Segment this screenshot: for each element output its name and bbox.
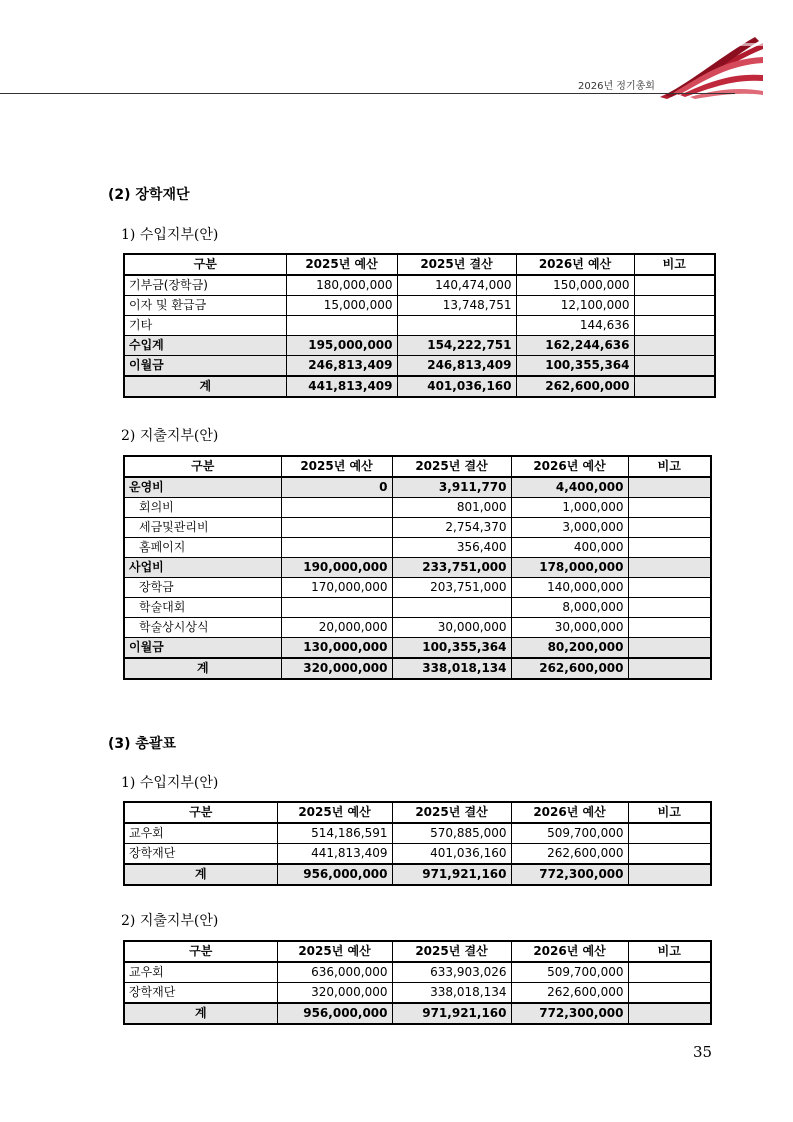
amount-cell: 636,000,000 — [277, 962, 392, 983]
row-label: 운영비 — [124, 477, 281, 498]
amount-cell: 633,903,026 — [392, 962, 511, 983]
amount-cell: 195,000,000 — [286, 336, 397, 356]
table-row — [124, 658, 711, 679]
note-cell — [628, 983, 711, 1004]
column-header: 2025년 예산 — [286, 254, 397, 275]
amount-cell: 150,000,000 — [516, 275, 634, 296]
amount-cell: 956,000,000 — [277, 1003, 392, 1024]
row-label: 세금및관리비 — [124, 518, 281, 538]
table-row — [124, 823, 711, 844]
summary-expense-table — [123, 940, 712, 1025]
amount-cell: 956,000,000 — [277, 864, 392, 885]
table-row — [124, 844, 711, 865]
amount-cell: 2,754,370 — [392, 518, 511, 538]
note-cell — [628, 638, 711, 659]
scholarship-income-table — [123, 253, 716, 398]
column-header: 2025년 결산 — [392, 802, 511, 823]
column-header: 2025년 결산 — [392, 941, 511, 962]
table-header-row — [124, 254, 715, 275]
header-swoosh-graphic — [655, 35, 765, 105]
amount-cell: 3,911,770 — [392, 477, 511, 498]
column-header: 2025년 예산 — [277, 941, 392, 962]
column-header: 2026년 예산 — [511, 941, 628, 962]
amount-cell: 0 — [281, 477, 392, 498]
note-cell — [628, 477, 711, 498]
amount-cell: 262,600,000 — [511, 658, 628, 679]
amount-cell: 8,000,000 — [511, 598, 628, 618]
note-cell — [628, 962, 711, 983]
amount-cell: 401,036,160 — [397, 376, 516, 397]
note-cell — [634, 296, 715, 316]
table-row — [124, 538, 711, 558]
note-cell — [634, 316, 715, 336]
row-label: 계 — [124, 376, 286, 397]
header-title: 2026년 정기총회 — [578, 81, 655, 92]
amount-cell: 1,000,000 — [511, 498, 628, 518]
row-label: 계 — [124, 658, 281, 679]
amount-cell: 4,400,000 — [511, 477, 628, 498]
amount-cell — [397, 316, 516, 336]
amount-cell: 971,921,160 — [392, 1003, 511, 1024]
column-header: 2025년 예산 — [277, 802, 392, 823]
table-row — [124, 1003, 711, 1024]
subsection-title-scholarship-income: 1) 수입지부(안) — [121, 227, 219, 243]
amount-cell: 233,751,000 — [392, 558, 511, 578]
amount-cell: 338,018,134 — [392, 658, 511, 679]
table-row — [124, 498, 711, 518]
row-label: 교우회 — [124, 962, 277, 983]
amount-cell: 190,000,000 — [281, 558, 392, 578]
note-cell — [634, 336, 715, 356]
amount-cell: 80,200,000 — [511, 638, 628, 659]
table-row — [124, 598, 711, 618]
row-label: 홈페이지 — [124, 538, 281, 558]
amount-cell: 203,751,000 — [392, 578, 511, 598]
section-title-scholarship: (2) 장학재단 — [108, 187, 190, 203]
amount-cell: 154,222,751 — [397, 336, 516, 356]
table-row — [124, 983, 711, 1004]
column-header: 2026년 예산 — [516, 254, 634, 275]
note-cell — [628, 864, 711, 885]
table-row — [124, 477, 711, 498]
note-cell — [628, 823, 711, 844]
column-header: 비고 — [628, 802, 711, 823]
header-divider — [0, 93, 735, 94]
table-header-row — [124, 941, 711, 962]
row-label: 교우회 — [124, 823, 277, 844]
amount-cell: 509,700,000 — [511, 962, 628, 983]
amount-cell: 509,700,000 — [511, 823, 628, 844]
amount-cell: 144,636 — [516, 316, 634, 336]
amount-cell: 262,600,000 — [516, 376, 634, 397]
table-header-row — [124, 456, 711, 477]
column-header: 비고 — [628, 941, 711, 962]
note-cell — [628, 844, 711, 865]
note-cell — [628, 598, 711, 618]
table-row — [124, 356, 715, 377]
amount-cell: 170,000,000 — [281, 578, 392, 598]
amount-cell: 13,748,751 — [397, 296, 516, 316]
amount-cell: 262,600,000 — [511, 983, 628, 1004]
page-number: 35 — [693, 1043, 713, 1061]
amount-cell: 772,300,000 — [511, 864, 628, 885]
subsection-title-summary-income: 1) 수입지부(안) — [121, 775, 219, 791]
table-row — [124, 316, 715, 336]
amount-cell: 140,474,000 — [397, 275, 516, 296]
amount-cell: 30,000,000 — [511, 618, 628, 638]
amount-cell — [286, 316, 397, 336]
row-label: 이월금 — [124, 638, 281, 659]
column-header: 구분 — [124, 941, 277, 962]
amount-cell: 356,400 — [392, 538, 511, 558]
amount-cell: 180,000,000 — [286, 275, 397, 296]
row-label: 기타 — [124, 316, 286, 336]
row-label: 장학금 — [124, 578, 281, 598]
table-header-row — [124, 802, 711, 823]
amount-cell: 514,186,591 — [277, 823, 392, 844]
amount-cell: 15,000,000 — [286, 296, 397, 316]
column-header: 구분 — [124, 254, 286, 275]
amount-cell — [392, 598, 511, 618]
amount-cell — [281, 538, 392, 558]
row-label: 이월금 — [124, 356, 286, 377]
amount-cell: 246,813,409 — [397, 356, 516, 377]
note-cell — [628, 498, 711, 518]
column-header: 구분 — [124, 456, 281, 477]
row-label: 장학재단 — [124, 844, 277, 865]
amount-cell: 140,000,000 — [511, 578, 628, 598]
note-cell — [628, 518, 711, 538]
table-row — [124, 376, 715, 397]
amount-cell: 801,000 — [392, 498, 511, 518]
amount-cell: 441,813,409 — [277, 844, 392, 865]
row-label: 학술상시상식 — [124, 618, 281, 638]
row-label: 계 — [124, 864, 277, 885]
row-label: 계 — [124, 1003, 277, 1024]
table-row — [124, 864, 711, 885]
amount-cell: 320,000,000 — [281, 658, 392, 679]
summary-income-table — [123, 801, 712, 886]
amount-cell — [281, 498, 392, 518]
amount-cell: 338,018,134 — [392, 983, 511, 1004]
table-row — [124, 962, 711, 983]
row-label: 장학재단 — [124, 983, 277, 1004]
row-label: 학술대회 — [124, 598, 281, 618]
column-header: 2025년 결산 — [392, 456, 511, 477]
amount-cell: 262,600,000 — [511, 844, 628, 865]
table-row — [124, 275, 715, 296]
amount-cell: 162,244,636 — [516, 336, 634, 356]
note-cell — [628, 558, 711, 578]
column-header: 비고 — [634, 254, 715, 275]
scholarship-expense-table — [123, 455, 712, 680]
amount-cell: 441,813,409 — [286, 376, 397, 397]
subsection-title-summary-expense: 2) 지출지부(안) — [121, 913, 219, 929]
amount-cell: 772,300,000 — [511, 1003, 628, 1024]
amount-cell: 246,813,409 — [286, 356, 397, 377]
column-header: 2026년 예산 — [511, 456, 628, 477]
amount-cell: 570,885,000 — [392, 823, 511, 844]
note-cell — [628, 618, 711, 638]
amount-cell: 3,000,000 — [511, 518, 628, 538]
subsection-title-scholarship-expense: 2) 지출지부(안) — [121, 428, 219, 444]
note-cell — [634, 376, 715, 397]
row-label: 사업비 — [124, 558, 281, 578]
row-label: 수입계 — [124, 336, 286, 356]
column-header: 2026년 예산 — [511, 802, 628, 823]
amount-cell — [281, 598, 392, 618]
amount-cell — [281, 518, 392, 538]
amount-cell: 100,355,364 — [392, 638, 511, 659]
amount-cell: 100,355,364 — [516, 356, 634, 377]
amount-cell: 971,921,160 — [392, 864, 511, 885]
row-label: 회의비 — [124, 498, 281, 518]
note-cell — [628, 538, 711, 558]
amount-cell: 320,000,000 — [277, 983, 392, 1004]
amount-cell: 12,100,000 — [516, 296, 634, 316]
table-row — [124, 638, 711, 659]
amount-cell: 20,000,000 — [281, 618, 392, 638]
column-header: 구분 — [124, 802, 277, 823]
amount-cell: 401,036,160 — [392, 844, 511, 865]
note-cell — [634, 275, 715, 296]
row-label: 이자 및 환급금 — [124, 296, 286, 316]
note-cell — [634, 356, 715, 377]
amount-cell: 30,000,000 — [392, 618, 511, 638]
table-row — [124, 558, 711, 578]
table-row — [124, 336, 715, 356]
column-header: 2025년 결산 — [397, 254, 516, 275]
note-cell — [628, 578, 711, 598]
column-header: 비고 — [628, 456, 711, 477]
amount-cell: 400,000 — [511, 538, 628, 558]
column-header: 2025년 예산 — [281, 456, 392, 477]
table-row — [124, 578, 711, 598]
note-cell — [628, 658, 711, 679]
note-cell — [628, 1003, 711, 1024]
amount-cell: 178,000,000 — [511, 558, 628, 578]
table-row — [124, 296, 715, 316]
table-row — [124, 618, 711, 638]
row-label: 기부금(장학금) — [124, 275, 286, 296]
table-row — [124, 518, 711, 538]
section-title-summary: (3) 총괄표 — [108, 736, 176, 752]
amount-cell: 130,000,000 — [281, 638, 392, 659]
